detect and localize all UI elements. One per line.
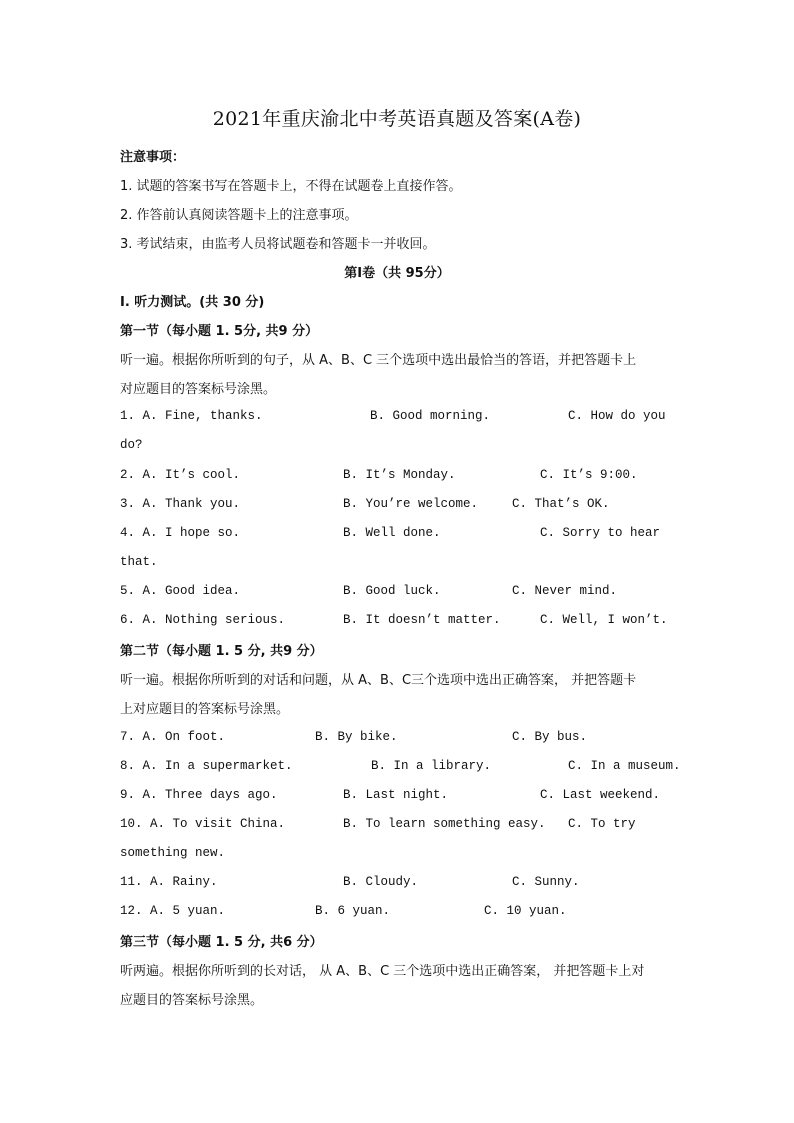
section-instructions: 应题目的答案标号涂黑。 bbox=[120, 993, 264, 1008]
question-option-a: 2. A. It’s cool. bbox=[120, 468, 241, 482]
question-option-c: C. Sunny. bbox=[512, 875, 580, 889]
question-option-c: C. By bus. bbox=[512, 730, 588, 744]
question-option-b: B. Well done. bbox=[343, 526, 441, 540]
section-instructions: 听一遍。根据你所听到的句子，从 A、B、C 三个选项中选出最恰当的答语，并把答题卡上 bbox=[120, 353, 637, 368]
question-option-a: 5. A. Good idea. bbox=[120, 584, 241, 598]
question-option-a: 1. A. Fine, thanks. bbox=[120, 409, 263, 423]
question-option-c: C. Sorry to hear bbox=[540, 526, 661, 540]
volume-heading: 第Ⅰ卷（共 95分） bbox=[344, 266, 450, 281]
question-option-a: 10. A. To visit China. bbox=[120, 817, 286, 831]
question-option-a: 7. A. On foot. bbox=[120, 730, 226, 744]
section-instructions: 听一遍。根据你所听到的对话和问题，从 A、B、C三个选项中选出正确答案， 并把答题卡 bbox=[120, 673, 637, 688]
notice-item: 3. 考试结束，由监考人员将试题卷和答题卡一并收回。 bbox=[120, 237, 436, 252]
question-option-a: 6. A. Nothing serious. bbox=[120, 613, 286, 627]
section-heading: 第一节（每小题 1. 5分, 共9 分） bbox=[120, 324, 319, 339]
question-option-b: B. By bike. bbox=[315, 730, 398, 744]
question-option-c: C. 10 yuan. bbox=[484, 904, 567, 918]
question-option-c: C. It’s 9:00. bbox=[540, 468, 638, 482]
question-option-a: 4. A. I hope so. bbox=[120, 526, 241, 540]
question-wrap: do? bbox=[120, 438, 143, 452]
section-heading: 第二节（每小题 1. 5 分, 共9 分） bbox=[120, 644, 323, 659]
question-option-b: B. Cloudy. bbox=[343, 875, 419, 889]
question-option-b: B. Good morning. bbox=[370, 409, 491, 423]
question-wrap: something new. bbox=[120, 846, 226, 860]
question-option-b: B. Last night. bbox=[343, 788, 449, 802]
notice-item: 2. 作答前认真阅读答题卡上的注意事项。 bbox=[120, 208, 358, 223]
question-option-c: C. In a museum. bbox=[568, 759, 681, 773]
notice-item: 1. 试题的答案书写在答题卡上，不得在试题卷上直接作答。 bbox=[120, 179, 462, 194]
question-option-c: C. How do you bbox=[568, 409, 666, 423]
section-heading: 第三节（每小题 1. 5 分, 共6 分） bbox=[120, 935, 323, 950]
question-option-c: C. Never mind. bbox=[512, 584, 618, 598]
question-wrap: that. bbox=[120, 555, 158, 569]
notice-heading: 注意事项： bbox=[120, 150, 186, 165]
question-option-b: B. 6 yuan. bbox=[315, 904, 391, 918]
question-option-b: B. To learn something easy. bbox=[343, 817, 546, 831]
question-option-a: 11. A. Rainy. bbox=[120, 875, 218, 889]
question-option-a: 12. A. 5 yuan. bbox=[120, 904, 226, 918]
question-option-c: C. To try bbox=[568, 817, 636, 831]
document-title: 2021年重庆渝北中考英语真题及答案(A卷) bbox=[212, 108, 582, 130]
question-option-c: C. Well, I won’t. bbox=[540, 613, 668, 627]
question-option-a: 3. A. Thank you. bbox=[120, 497, 241, 511]
section-instructions: 对应题目的答案标号涂黑。 bbox=[120, 382, 277, 397]
section-instructions: 上对应题目的答案标号涂黑。 bbox=[120, 702, 290, 717]
question-option-a: 9. A. Three days ago. bbox=[120, 788, 278, 802]
question-option-c: C. Last weekend. bbox=[540, 788, 661, 802]
question-option-b: B. It’s Monday. bbox=[343, 468, 456, 482]
question-option-b: B. In a library. bbox=[371, 759, 492, 773]
part-heading: I. 听力测试。(共 30 分) bbox=[120, 295, 265, 310]
question-option-b: B. You’re welcome. bbox=[343, 497, 479, 511]
question-option-c: C. That’s OK. bbox=[512, 497, 610, 511]
question-option-b: B. Good luck. bbox=[343, 584, 441, 598]
question-option-b: B. It doesn’t matter. bbox=[343, 613, 501, 627]
question-option-a: 8. A. In a supermarket. bbox=[120, 759, 293, 773]
section-instructions: 听两遍。根据你所听到的长对话， 从 A、B、C 三个选项中选出正确答案， 并把答题卡上对 bbox=[120, 964, 645, 979]
